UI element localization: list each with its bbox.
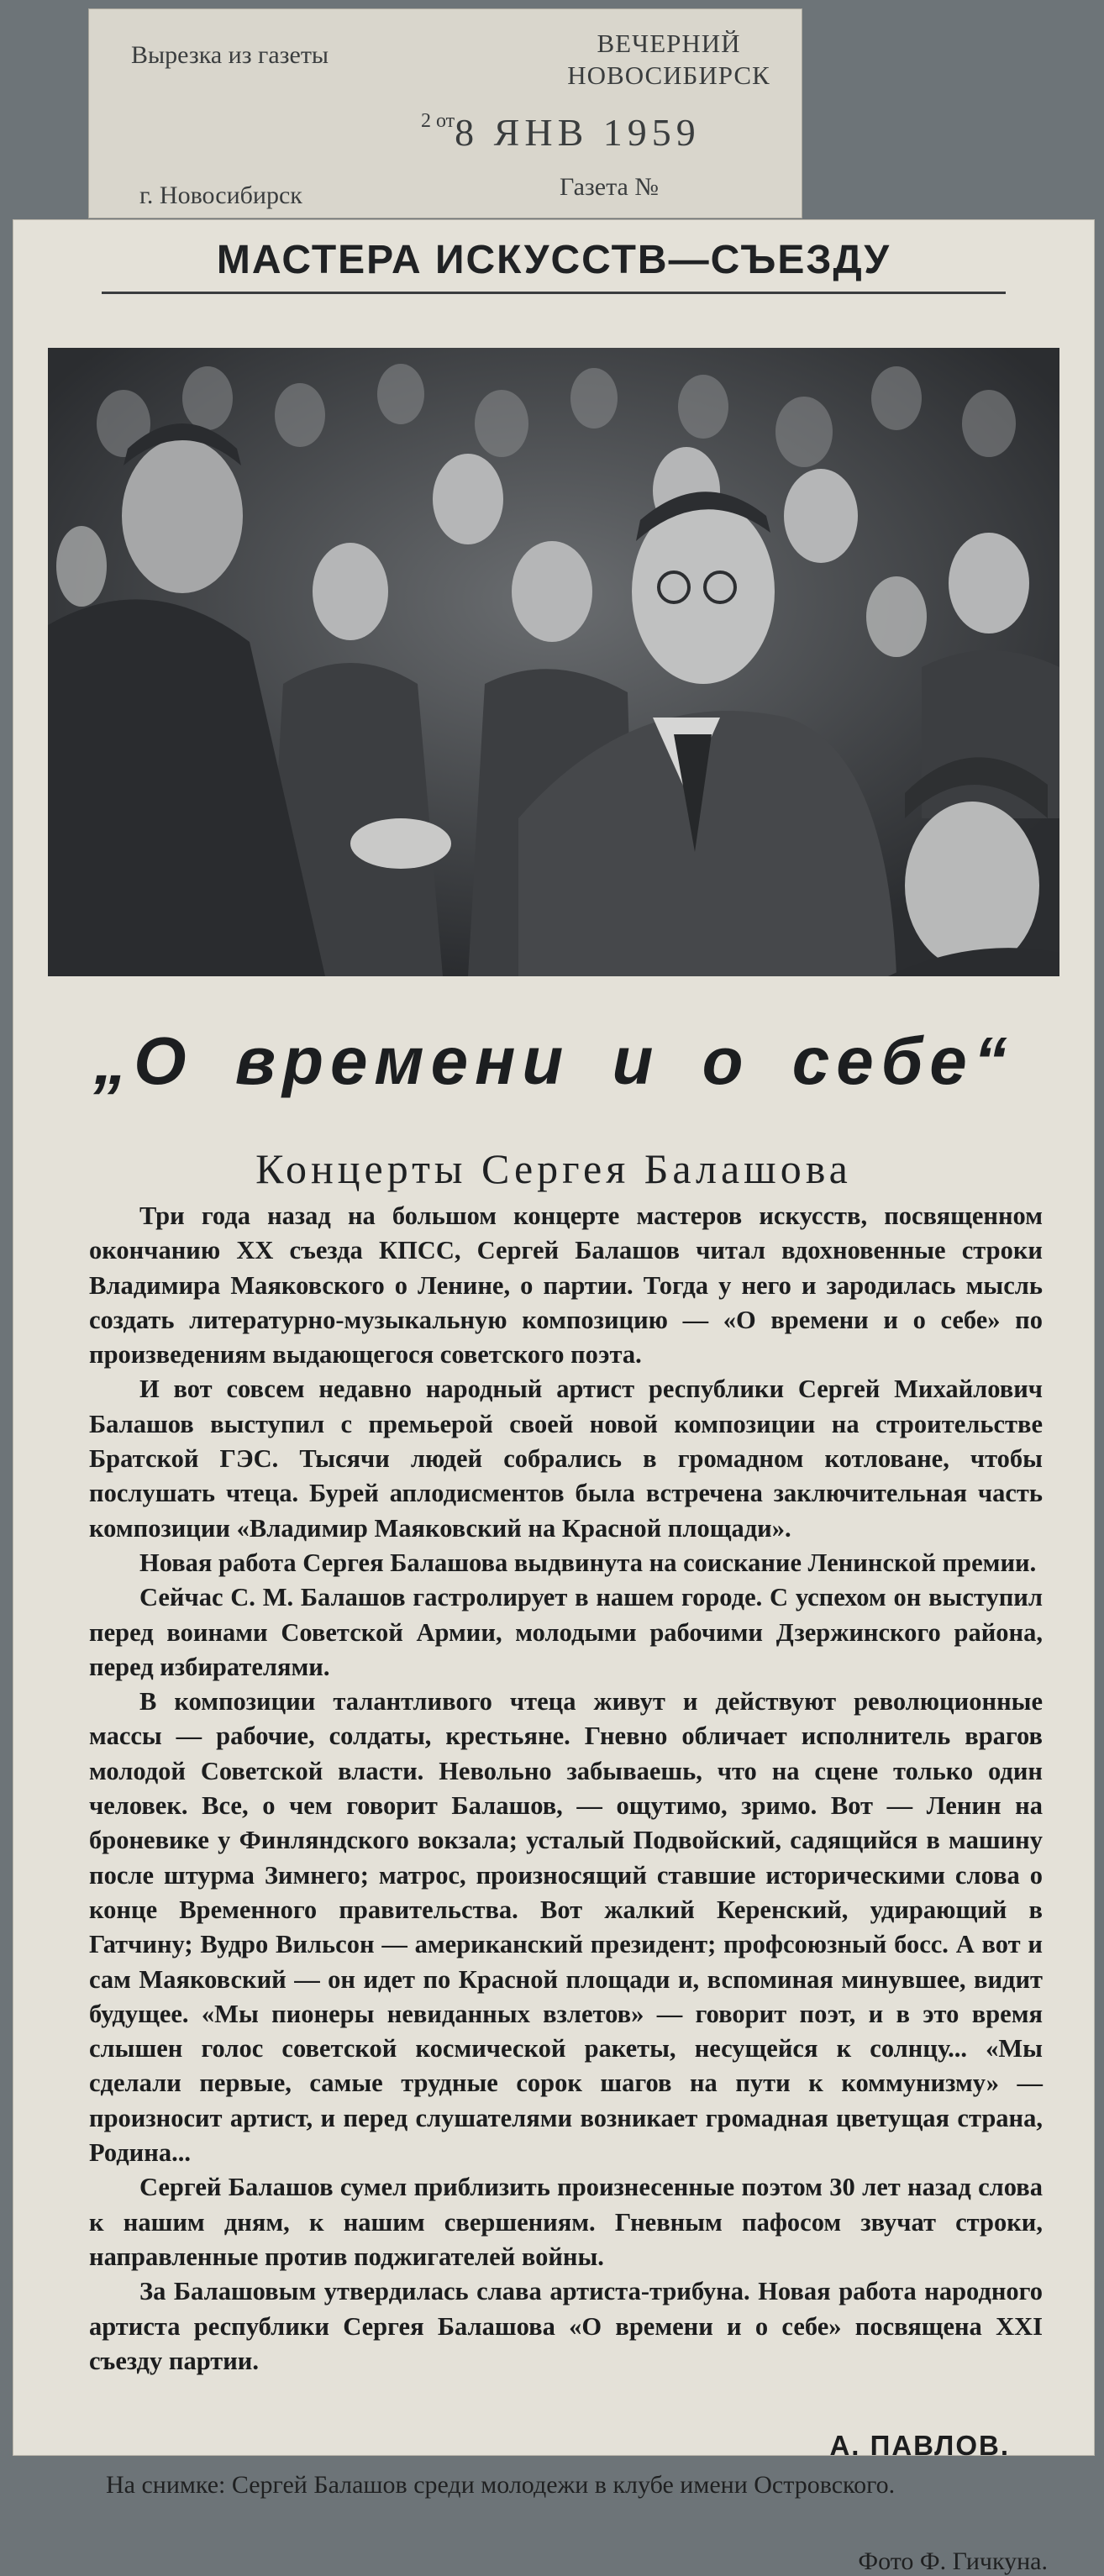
photo-credit: Фото Ф. Гичкуна. bbox=[858, 2547, 1048, 2575]
rubric-divider bbox=[102, 292, 1006, 294]
article-headline: „О времени и о себе“ bbox=[93, 1023, 1014, 1098]
article-paragraph: И вот совсем недавно народный артист республики Сергей Михайлович Балашов выступил с премьерой своей новой композиции на строительстве Братской ГЭС. Тысячи людей собрались в громадном котловане, чтобы послушать чтеца. Бурей аплодисментов была встречена заключительная часть композиции «Владимир Маяковский на Красной площади». bbox=[89, 1375, 1043, 1543]
publication-name: ВЕЧЕРНИЙ НОВОСИБИРСК bbox=[567, 29, 770, 90]
article-paragraph: В композиции талантливого чтеца живут и действуют революционные массы — рабочие, солдаты, крестьяне. Гневно обличает исполнитель врагов молодой Советской власти. Невольно забываешь, что на сцене только один человек. Все, о чем говорит Балашов, — ощутимо, зримо. Вот — Ленин на броневике у Финляндского вокзала; усталый Подвойский, садящийся в машину после штурма Зимнего; матрос, произносящий ставшие историческими слова о конце Временного правительства. Вот жалкий Керенский, удирающий в Гатчину; Вудро Вильсон — американский президент; профсоюзный босс. А вот и сам Маяковский — он идет по Красной площади и, вспоминая минувшее, видит будущее. «Мы пионеры невиданных взлетов» — говорит поэт, и в это время слышен голос советской космической ракеты, несущейся к солнцу... «Мы сделали первые, самые трудные сорок шагов на пути к коммунизму» — произносит артист, и перед слушателями возникает громадная цветущая страна, Родина... bbox=[89, 1687, 1043, 2168]
date-stamp bbox=[421, 110, 701, 155]
gazette-number-label: Газета № bbox=[560, 173, 659, 201]
article-subheadline: Концерты Сергея Балашова bbox=[255, 1145, 852, 1192]
rubric-heading: МАСТЕРА ИСКУССТВ—СЪЕЗДУ bbox=[216, 238, 891, 282]
city-label: г. Новосибирск bbox=[139, 181, 302, 209]
date-value: 8 ЯНВ 1959 bbox=[455, 111, 701, 154]
article-paragraph: Сейчас С. М. Балашов гастролирует в нашем городе. С успехом он выступил перед воинами Советской Армии, молодыми рабочими Дзержинского района, перед избирателями. bbox=[89, 1583, 1043, 1681]
photo-caption: На снимке: Сергей Балашов среди молодежи в клубе имени Островского. bbox=[106, 2471, 896, 2499]
article-paragraph: Сергей Балашов сумел приблизить произнесенные поэтом 30 лет назад слова к нашим дням, к нашим свершениям. Гневным пафосом звучат строки, направленные против поджигателей войны. bbox=[89, 2173, 1043, 2271]
date-prefix: 2 от bbox=[421, 110, 455, 132]
clipping-label-slip bbox=[88, 8, 802, 218]
article-paragraph: Новая работа Сергея Балашова выдвинута на соискание Ленинской премии. bbox=[139, 1548, 1037, 1577]
article-author: А. ПАВЛОВ. bbox=[829, 2430, 1010, 2461]
article-paragraph: За Балашовым утвердилась слава артиста-трибуна. Новая работа народного артиста республики Сергея Балашова «О времени и о себе» посвящена XXI съезду партии. bbox=[89, 2277, 1043, 2375]
newspaper-clipping bbox=[13, 220, 1094, 2575]
article-body bbox=[89, 1199, 1043, 2379]
article-paragraph: Три года назад на большом концерте мастеров искусств, посвященном окончанию XX съезда КПСС, Сергей Балашов читал вдохновенные строки Владимира Маяковского о Ленине, о партии. Тогда у него и зародилась мысль создать литературно-музыкальную композицию — «О времени и о себе» по произведениям выдающегося советского поэта. bbox=[89, 1201, 1043, 1369]
article-photo bbox=[48, 348, 1059, 976]
cut-label: Вырезка из газеты bbox=[131, 41, 329, 69]
